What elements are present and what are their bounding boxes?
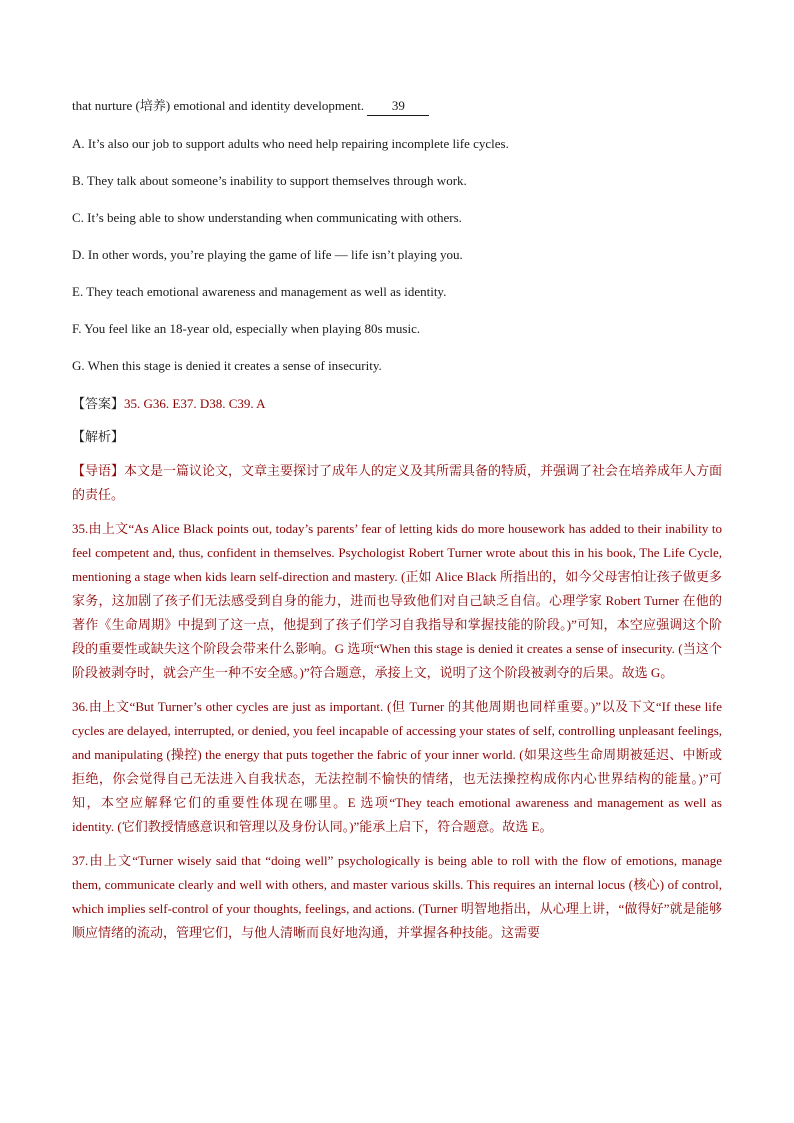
intro-line xyxy=(72,96,722,116)
answer-line xyxy=(72,393,722,412)
option-d: D. In other words, you’re playing the game of life — life isn’t playing you. xyxy=(72,247,463,262)
intro-text: that nurture (培养) emotional and identity development. xyxy=(72,98,368,113)
option-e: E. They teach emotional awareness and management as well as identity. xyxy=(72,284,447,299)
explanation-36: 36.由上文“But Turner’s other cycles are just as important. (但 Turner 的其他周期也同样重要。)”以及下文“If these life cycles are delayed, interrupted, or denied, you feel incapable of accessing your states of self, controlling unpleasant feelings, and manipulating (操控) the energy that puts together the fabric of your inner world. (如果这些生命周期被延迟、中断或拒绝，你会觉得自己无法进入自我状态，无法控制不愉快的情绪，也无法操控构成你内心世界结构的能量。)”可知，本空应解释它们的重要性体现在哪里。E 选项“They teach emotional awareness and management as well as identity. (它们教授情感意识和管理以及身份认同。)”能承上启下，符合题意。故选 E。 xyxy=(72,699,722,834)
guide-paragraph: 【导语】本文是一篇议论文，文章主要探讨了成年人的定义及其所需具备的特质，并强调了社会在培养成年人方面的责任。 xyxy=(72,463,723,502)
answer-label: 【答案】 xyxy=(72,396,125,411)
option-a: A. It’s also our job to support adults who need help repairing incomplete life cycles. xyxy=(72,136,509,151)
option-b: B. They talk about someone’s inability to support themselves through work. xyxy=(72,173,467,188)
analysis-label: 【解析】 xyxy=(72,429,125,444)
explanation-35: 35.由上文“As Alice Black points out, today’s parents’ fear of letting kids do more housework has added to their inability to feel competent and, thus, confident in themselves. Psychologist Robert Turner wrote about this in his book, The Life Cycle, mentioning a stage when kids learn self-direction and mastery. (正如 Alice Black 所指出的，如今父母害怕让孩子做更多家务，这加剧了孩子们无法感受到自身的能力，进而也导致他们对自己缺乏自信。心理学家 Robert Turner 在他的著作《生命周期》中提到了这一点，他提到了孩子们学习自我指导和掌握技能的阶段。)”可知，本空应强调这个阶段的重要性或缺失这个阶段会带来什么影响。G 选项“When this stage is denied it creates a sense of insecurity. (当这个阶段被剥夺时，就会产生一种不安全感。)”符合题意，承接上文，说明了这个阶段被剥夺的后果。故选 G。 xyxy=(72,521,722,680)
blank-39: 39 xyxy=(367,96,429,116)
option-f: F. You feel like an 18-year old, especially when playing 80s music. xyxy=(72,321,421,336)
explanation-37: 37.由上文“Turner wisely said that “doing well” psychologically is being able to roll with the flow of emotions, manage them, communicate clearly and well with others, and master various skills. This requires an internal locus (核心) of control, which implies self-control of your thoughts, feelings, and actions. (Turner 明智地指出，从心理上讲，“做得好”就是能够顺应情绪的流动，管理它们，与他人清晰而良好地沟通，并掌握各种技能。这需要 xyxy=(72,853,722,940)
option-c: C. It’s being able to show understanding when communicating with others. xyxy=(72,210,462,225)
option-g: G. When this stage is denied it creates a sense of insecurity. xyxy=(72,358,382,373)
answer-value: 35. G36. E37. D38. C39. A xyxy=(124,396,266,411)
